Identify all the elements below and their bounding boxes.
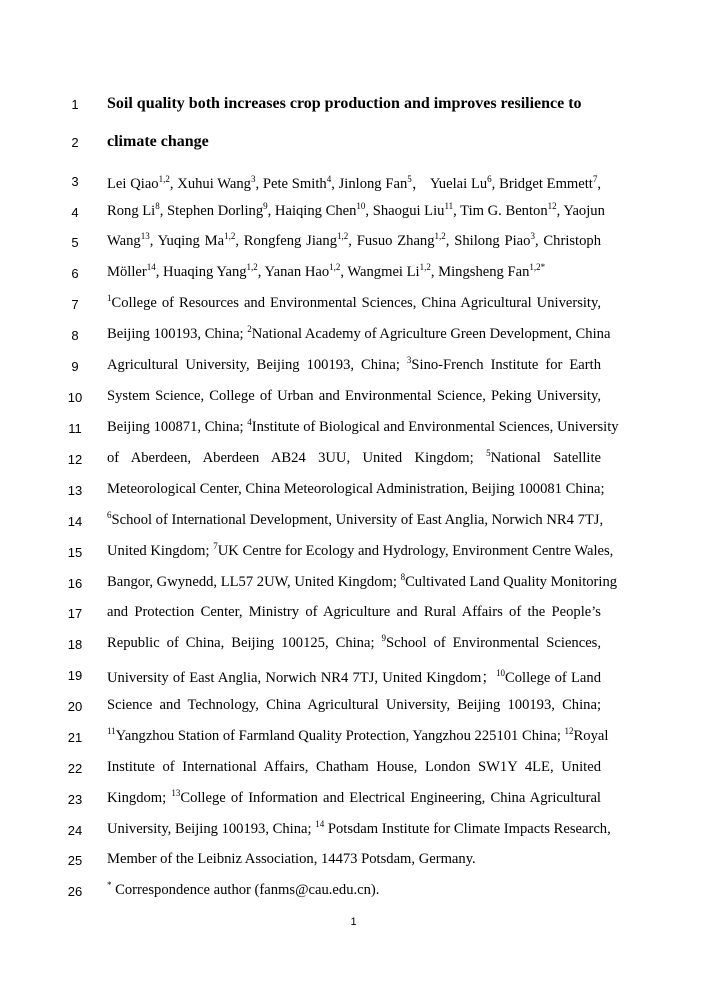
paper-title-line: Soil quality both increases crop production and improves resilience to bbox=[107, 95, 582, 112]
text-segment: , Yanan Hao bbox=[257, 264, 330, 280]
affiliation-line bbox=[107, 388, 601, 405]
affiliation-line bbox=[107, 450, 601, 467]
line-number: 4 bbox=[71, 205, 79, 220]
superscript-marker: 7 bbox=[592, 174, 598, 185]
superscript-marker: 1,2 bbox=[224, 231, 236, 242]
text-segment: , Haiqing Chen bbox=[267, 203, 357, 219]
correspondence-line bbox=[107, 882, 601, 899]
line-number: 18 bbox=[67, 637, 83, 652]
line-number: 9 bbox=[71, 359, 79, 374]
line-number: 26 bbox=[67, 884, 83, 899]
superscript-marker: 1,2 bbox=[434, 231, 446, 242]
superscript-marker: 5 bbox=[407, 174, 412, 185]
superscript-marker: 12 bbox=[564, 726, 574, 737]
superscript-marker: 9 bbox=[263, 201, 268, 212]
text-segment: Meteorological Center, China Meteorological Administration, Beijing 100081 China; bbox=[107, 481, 605, 497]
superscript-marker: 3 bbox=[530, 231, 535, 242]
line-number: 11 bbox=[68, 421, 82, 436]
text-segment: , Shaogui Liu bbox=[365, 203, 445, 219]
line-number: 13 bbox=[67, 483, 83, 498]
line-number: 19 bbox=[67, 668, 83, 683]
affiliation-line bbox=[107, 417, 619, 436]
text-segment: School of International Development, University of East Anglia, Norwich NR4 7TJ, bbox=[111, 512, 604, 528]
line-number: 14 bbox=[67, 514, 83, 529]
text-segment: of Aberdeen, Aberdeen AB24 3UU, United Kingdom; bbox=[107, 450, 487, 466]
superscript-marker: 3 bbox=[250, 174, 256, 185]
line-number: 7 bbox=[71, 297, 79, 312]
line-number: 23 bbox=[67, 792, 83, 807]
superscript-marker: 4 bbox=[247, 417, 252, 428]
affiliation-line bbox=[107, 851, 601, 868]
text-segment: , Fusuo Zhang bbox=[348, 233, 435, 249]
line-number: 5 bbox=[71, 235, 79, 250]
author-line bbox=[107, 264, 601, 281]
superscript-marker: 2 bbox=[247, 324, 252, 335]
superscript-marker: 1,2 bbox=[337, 231, 349, 242]
affiliation-line bbox=[107, 604, 601, 621]
line-number: 6 bbox=[71, 266, 79, 281]
text-segment: National Academy of Agriculture Green Development, China bbox=[251, 326, 611, 342]
affiliation-line bbox=[107, 295, 601, 312]
text-segment: , Shilong Piao bbox=[445, 233, 531, 249]
superscript-marker: 8 bbox=[400, 572, 406, 583]
text-segment: , bbox=[597, 176, 602, 192]
superscript-marker: 10 bbox=[495, 668, 505, 679]
superscript-marker: 11 bbox=[107, 726, 116, 737]
paper-title-line: climate change bbox=[107, 133, 209, 150]
superscript-marker: 1 bbox=[107, 293, 112, 304]
text-segment: , Pete Smith bbox=[255, 176, 327, 192]
text-segment: , Xuhui Wang bbox=[169, 176, 251, 192]
superscript-marker: * bbox=[107, 880, 112, 891]
text-segment: Potsdam Institute for Climate Impacts Research, bbox=[324, 821, 611, 837]
superscript-marker: 7 bbox=[213, 541, 218, 552]
superscript-marker: 9 bbox=[381, 633, 386, 644]
superscript-marker: 6 bbox=[487, 174, 492, 185]
text-segment: Yangzhou Station of Farmland Quality Protection, Yangzhou 225101 China; bbox=[115, 728, 565, 744]
text-segment: College of Information and Electrical Engineering, China Agricultural bbox=[180, 790, 601, 806]
text-segment: Möller bbox=[107, 264, 147, 280]
affiliation-line bbox=[107, 481, 605, 498]
text-segment: Beijing 100193, China; bbox=[107, 326, 248, 342]
line-number: 3 bbox=[71, 174, 79, 189]
line-number: 8 bbox=[71, 328, 79, 343]
text-segment: College of Land bbox=[504, 670, 601, 686]
text-segment: , Yuqing Ma bbox=[149, 233, 225, 249]
line-number: 25 bbox=[67, 853, 83, 868]
text-segment: Agricultural University, Beijing 100193, China; bbox=[107, 357, 407, 373]
text-segment: and Protection Center, Ministry of Agriculture and Rural Affairs of the People’s bbox=[107, 604, 601, 620]
text-segment: Rong Li bbox=[107, 203, 156, 219]
affiliation-line bbox=[107, 666, 601, 687]
line-number: 15 bbox=[67, 545, 83, 560]
line-number: 10 bbox=[67, 390, 83, 405]
superscript-marker: 5 bbox=[486, 448, 491, 459]
line-number: 24 bbox=[67, 823, 83, 838]
affiliation-line bbox=[107, 324, 611, 343]
text-segment: Kingdom; bbox=[107, 790, 172, 806]
text-segment: , Tim G. Benton bbox=[453, 203, 548, 219]
text-segment: System Science, College of Urban and Environmental Science, Peking University, bbox=[107, 388, 601, 404]
text-segment: UK Centre for Ecology and Hydrology, Environment Centre Wales, bbox=[217, 543, 614, 559]
text-segment: Member of the Leibniz Association, 14473 Potsdam, Germany. bbox=[107, 851, 476, 867]
text-segment: University, Beijing 100193, China; bbox=[107, 821, 316, 837]
line-number: 17 bbox=[67, 606, 83, 621]
text-segment: Correspondence author (fanms@cau.edu.cn). bbox=[111, 882, 380, 898]
text-segment: ， Yuelai Lu bbox=[411, 176, 488, 192]
line-number: 21 bbox=[67, 730, 83, 745]
superscript-marker: 8 bbox=[155, 201, 160, 212]
affiliation-line bbox=[107, 790, 601, 807]
affiliation-line bbox=[107, 541, 614, 560]
text-segment: Bangor, Gwynedd, LL57 2UW, United Kingdom; bbox=[107, 574, 401, 590]
author-line bbox=[107, 201, 605, 220]
affiliation-line bbox=[107, 635, 601, 652]
superscript-marker: 14 bbox=[315, 819, 325, 830]
superscript-marker: 1,2 bbox=[246, 262, 258, 273]
affiliation-line bbox=[107, 697, 601, 714]
text-segment: Sino-French Institute for Earth bbox=[411, 357, 601, 373]
author-line bbox=[107, 172, 601, 193]
affiliation-line bbox=[107, 759, 601, 776]
text-segment: , Wangmei Li bbox=[340, 264, 420, 280]
line-number: 22 bbox=[67, 761, 83, 776]
text-segment: , Christoph bbox=[534, 233, 601, 249]
text-segment: Cultivated Land Quality Monitoring bbox=[405, 574, 618, 590]
text-segment: Institute of International Affairs, Chatham House, London SW1Y 4LE, United bbox=[107, 759, 601, 775]
superscript-marker: 13 bbox=[171, 788, 181, 799]
text-segment: Wang bbox=[107, 233, 141, 249]
text-segment: Institute of Biological and Environmental Sciences, University bbox=[251, 419, 619, 435]
text-segment: , Mingsheng Fan bbox=[430, 264, 530, 280]
superscript-marker: 1,2 bbox=[158, 174, 170, 185]
affiliation-line bbox=[107, 510, 604, 529]
line-number: 12 bbox=[67, 452, 83, 467]
text-segment: United Kingdom; bbox=[107, 543, 214, 559]
superscript-marker: 12 bbox=[547, 201, 557, 212]
line-number: 16 bbox=[67, 576, 83, 591]
text-segment: , Stephen Dorling bbox=[159, 203, 264, 219]
text-segment: Beijing 100871, China; bbox=[107, 419, 248, 435]
text-segment: Science and Technology, China Agricultural University, Beijing 100193, China; bbox=[107, 697, 601, 713]
affiliation-line bbox=[107, 572, 618, 591]
text-segment: , Huaqing Yang bbox=[155, 264, 247, 280]
line-number: 2 bbox=[71, 135, 79, 150]
text-segment: College of Resources and Environmental Sciences, China Agricultural University, bbox=[111, 295, 601, 311]
superscript-marker: 6 bbox=[107, 510, 112, 521]
superscript-marker: 1,2 bbox=[419, 262, 431, 273]
text-segment: Royal bbox=[573, 728, 609, 744]
affiliation-line bbox=[107, 726, 609, 745]
superscript-marker: 11 bbox=[444, 201, 454, 212]
text-segment: Republic of China, Beijing 100125, China; bbox=[107, 635, 382, 651]
text-segment: University of East Anglia, Norwich NR4 7TJ, United Kingdom； bbox=[107, 670, 496, 686]
superscript-marker: 10 bbox=[356, 201, 366, 212]
page-number: 1 bbox=[350, 916, 357, 928]
text-segment: School of Environmental Sciences, bbox=[385, 635, 601, 651]
line-number: 1 bbox=[71, 97, 79, 112]
superscript-marker: 13 bbox=[140, 231, 150, 242]
line-number: 20 bbox=[67, 699, 83, 714]
text-segment: , Rongfeng Jiang bbox=[235, 233, 337, 249]
superscript-marker: 14 bbox=[146, 262, 156, 273]
superscript-marker: 4 bbox=[326, 174, 332, 185]
text-segment: , Jinlong Fan bbox=[331, 176, 408, 192]
superscript-marker: 1,2 bbox=[329, 262, 341, 273]
text-segment: National Satellite bbox=[490, 450, 601, 466]
text-segment: , Bridget Emmett bbox=[491, 176, 593, 192]
text-segment: Lei Qiao bbox=[107, 176, 159, 192]
affiliation-line bbox=[107, 819, 611, 838]
affiliation-line bbox=[107, 357, 601, 374]
superscript-marker: 1,2* bbox=[529, 262, 546, 273]
superscript-marker: 3 bbox=[406, 355, 412, 366]
text-segment: , Yaojun bbox=[556, 203, 605, 219]
author-line bbox=[107, 233, 601, 250]
